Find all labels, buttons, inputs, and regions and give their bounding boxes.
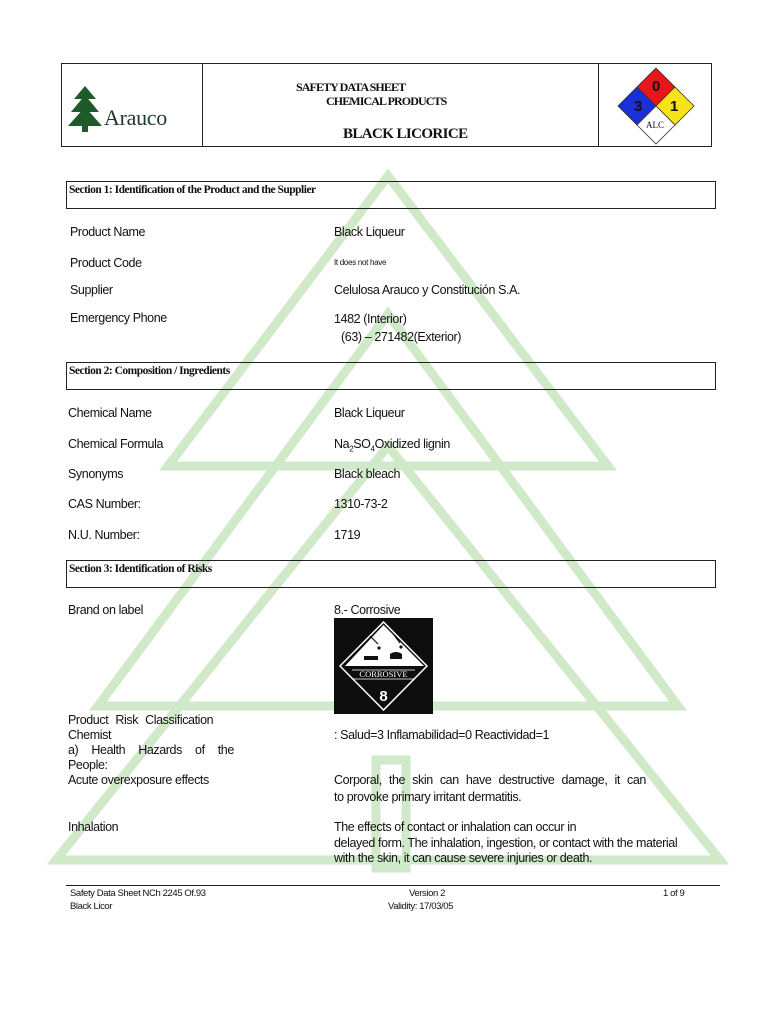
acute-label: Acute overexposure effects bbox=[68, 773, 209, 787]
footer-page-number: 1 of 9 bbox=[663, 888, 685, 899]
emergency-phone-exterior: (63) – 271482(Exterior) bbox=[341, 330, 462, 344]
nfpa-special: ALC bbox=[646, 120, 664, 130]
supplier-label: Supplier bbox=[70, 283, 113, 297]
health-hazards-label-1: a) Health Hazards of the bbox=[68, 743, 234, 757]
inhalation-text-3: with the skin, it can cause severe injuries or death. bbox=[334, 851, 593, 865]
arauco-tree-logo-icon bbox=[68, 84, 102, 132]
inhalation-label: Inhalation bbox=[68, 820, 119, 834]
nfpa-diamond-icon bbox=[615, 66, 697, 146]
brand-label: Brand on label bbox=[68, 603, 144, 617]
product-name-value: Black Liqueur bbox=[334, 225, 405, 239]
supplier-value: Celulosa Arauco y Constitución S.A. bbox=[334, 283, 521, 297]
acute-text-1: Corporal, the skin can have destructive damage, it can bbox=[334, 773, 646, 787]
chemical-name-value: Black Liqueur bbox=[334, 406, 405, 420]
chemical-formula-value bbox=[334, 437, 450, 454]
section-1-title: Section 1: Identification of the Product and the Supplier bbox=[69, 184, 316, 196]
section-2-header bbox=[66, 362, 716, 390]
footer-rule bbox=[66, 885, 720, 886]
section-2-title: Section 2: Composition / Ingredients bbox=[69, 365, 230, 377]
acute-text-2: to provoke primary irritant dermatitis. bbox=[334, 790, 522, 804]
classification-value: : Salud=3 Inflamabilidad=0 Reactividad=1 bbox=[334, 728, 550, 742]
classification-label-1 bbox=[68, 713, 216, 727]
corrosive-text: CORROSIVE bbox=[359, 669, 408, 679]
formula-sub-1: 2 bbox=[349, 444, 354, 454]
doc-subtype: CHEMICAL PRODUCTS bbox=[326, 94, 447, 108]
formula-na: Na bbox=[334, 437, 350, 451]
synonyms-value: Black bleach bbox=[334, 467, 401, 481]
product-code-value: It does not have bbox=[334, 258, 387, 267]
product-code-label: Product Code bbox=[70, 256, 142, 270]
nfpa-flammability: 0 bbox=[652, 78, 661, 95]
formula-sub-2: 4 bbox=[370, 444, 375, 454]
header-divider-right bbox=[598, 64, 599, 146]
cas-number-value: 1310-73-2 bbox=[334, 497, 388, 511]
formula-so: SO bbox=[353, 437, 371, 451]
formula-lignin: Oxidized lignin bbox=[374, 437, 450, 451]
footer-validity: Validity: 17/03/05 bbox=[388, 901, 453, 912]
product-title: BLACK LICORICE bbox=[343, 126, 468, 142]
emergency-phone-label: Emergency Phone bbox=[70, 311, 167, 325]
un-number-value: 1719 bbox=[334, 528, 361, 542]
brand-value: 8.- Corrosive bbox=[334, 603, 401, 617]
emergency-phone-interior: 1482 (Interior) bbox=[334, 312, 407, 326]
cas-number-label: CAS Number: bbox=[68, 497, 141, 511]
nfpa-reactivity: 1 bbox=[670, 98, 679, 115]
section-3-header bbox=[66, 560, 716, 588]
un-number-label: N.U. Number: bbox=[68, 528, 140, 542]
classification-label-2: Chemist bbox=[68, 728, 112, 742]
inhalation-text-1: The effects of contact or inhalation can occur in bbox=[334, 820, 577, 834]
footer-version: Version 2 bbox=[409, 888, 446, 899]
section-1-header bbox=[66, 181, 716, 209]
company-name: Arauco bbox=[104, 105, 167, 130]
nfpa-health: 3 bbox=[634, 98, 643, 115]
product-name-label: Product Name bbox=[70, 225, 146, 239]
chemical-name-label: Chemical Name bbox=[68, 406, 152, 420]
health-hazards-label-2: People: bbox=[68, 758, 108, 772]
doc-type: SAFETY DATA SHEET bbox=[296, 80, 406, 94]
inhalation-text-2: delayed form. The inhalation, ingestion, or contact with the material bbox=[334, 836, 678, 850]
section-3-title: Section 3: Identification of Risks bbox=[69, 563, 212, 575]
header-divider-left bbox=[202, 64, 203, 146]
chemical-formula-label: Chemical Formula bbox=[68, 437, 164, 451]
footer-product: Black Licor bbox=[70, 901, 113, 912]
classification-label-text: Product Risk Classification bbox=[68, 713, 214, 727]
corrosive-class-number: 8 bbox=[379, 688, 388, 705]
corrosive-hazard-sign-icon bbox=[334, 618, 433, 714]
synonyms-label: Synonyms bbox=[68, 467, 124, 481]
footer-doc-ref: Safety Data Sheet NCh 2245 Of.93 bbox=[70, 888, 206, 899]
